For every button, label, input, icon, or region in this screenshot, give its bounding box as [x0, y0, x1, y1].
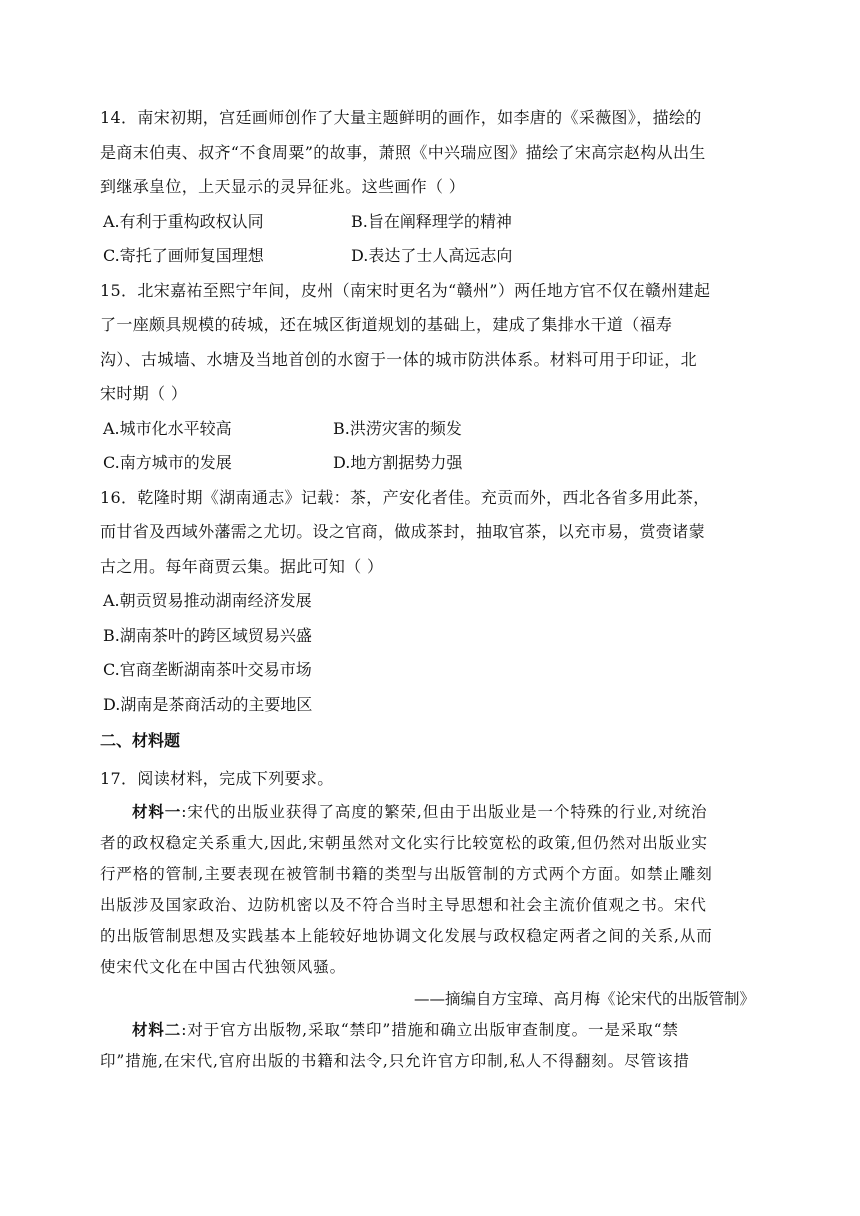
- question-14-option-c[interactable]: C.寄托了画师复国理想: [103, 246, 264, 265]
- question-16-stem-line-2: 而甘省及西域外藩需之尤切。设之官商，做成茶封，抽取官茶，以充市易，赏赍诸蒙: [100, 522, 705, 541]
- question-14-stem-line-3: 到继承皇位，上天显示的灵异征兆。这些画作（ ）: [100, 177, 466, 196]
- document-page: [100, 101, 755, 1077]
- material-2-line-2: 印”措施,在宋代,官府出版的书籍和法令,只允许官方印制,私人不得翻刻。尽管该措: [100, 1052, 690, 1070]
- question-14-option-a[interactable]: A.有利于重构政权认同: [103, 211, 264, 231]
- question-16-option-d[interactable]: D.湖南是茶商活动的主要地区: [103, 694, 313, 714]
- material-2-first-line-text: :对于官方出版物,采取“禁印”措施和确立出版审查制度。一是采取“禁: [181, 1020, 679, 1039]
- material-1-first-line-text: :宋代的出版业获得了高度的繁荣,但由于出版业是一个特殊的行业,对统治: [181, 802, 708, 821]
- question-14-options-row-2: [100, 239, 755, 274]
- question-15-stem-line-3: 沟）、古城墙、水塘及当地首创的水窗于一体的城市防洪体系。材料可用于印证，北: [100, 349, 697, 369]
- question-16-option-a[interactable]: A.朝贡贸易推动湖南经济发展: [103, 591, 312, 610]
- question-15-option-b[interactable]: B.洪涝灾害的频发: [333, 418, 462, 438]
- material-1-first-line: [100, 797, 755, 828]
- question-15-option-d[interactable]: D.地方割据势力强: [333, 453, 463, 472]
- question-16-option-c[interactable]: C.官商垄断湖南茶叶交易市场: [103, 660, 312, 679]
- material-1-line-4: 出版涉及国家政治、边防机密以及不符合当时主导思想和社会主流价值观之书。宋代: [100, 896, 707, 915]
- question-15-options-row-2: [100, 446, 755, 481]
- question-15-option-a[interactable]: A.城市化水平较高: [103, 418, 232, 438]
- material-1-line-3: 行严格的管制,主要表现在被管制书籍的类型与出版管制的方式两个方面。如禁止雕刻: [100, 864, 713, 883]
- question-16-option-d-row: [100, 688, 755, 723]
- material-1-line-6: 使宋代文化在中国古代独领风骚。: [100, 958, 347, 977]
- question-15-stem-line-1: 15．北宋嘉祐至熙宁年间，皮州（南宋时更名为“赣州”）两任地方官不仅在赣州建起: [100, 280, 711, 300]
- material-1-line-5: 的出版管制思想及实践基本上能较好地协调文化发展与政权稳定两者之间的关系,从而: [100, 927, 713, 946]
- question-15-option-c[interactable]: C.南方城市的发展: [103, 453, 232, 472]
- question-14-options-row-1: [100, 205, 755, 240]
- question-14-stem-line-2: 是商末伯夷、叔齐“不食周粟”的故事，萧照《中兴瑞应图》描绘了宋高宗赵构从出生: [100, 142, 706, 162]
- question-16-option-b-row: [100, 619, 755, 654]
- question-16: [100, 481, 755, 723]
- question-16-option-b[interactable]: B.湖南茶叶的跨区域贸易兴盛: [103, 625, 312, 645]
- question-15-stem-line-2: 了一座颇具规模的砖城，还在城区街道规划的基础上，建成了集排水干道（福寿: [100, 315, 673, 334]
- question-16-option-c-row: [100, 653, 755, 688]
- question-14-option-b[interactable]: B.旨在阐释理学的精神: [351, 211, 512, 231]
- material-1-label: 材料一: [132, 802, 182, 821]
- question-15: [100, 274, 755, 481]
- question-14-stem-line-1: 14．南宋初期，宫廷画师创作了大量主题鲜明的画作，如李唐的《采薇图》，描绘的: [100, 108, 702, 127]
- question-16-option-a-row: [100, 584, 755, 619]
- material-1: [100, 797, 755, 1015]
- question-17: [100, 762, 755, 1077]
- material-1-line-2: 者的政权稳定关系重大,因此,宋朝虽然对文化实行比较宽松的政策,但仍然对出版业实: [100, 833, 708, 852]
- question-15-stem-line-4: 宋时期（ ）: [100, 384, 188, 403]
- question-14-option-d[interactable]: D.表达了士人高远志向: [351, 246, 513, 265]
- question-15-options-row-1: [100, 412, 755, 447]
- question-16-stem-line-1: 16．乾隆时期《湖南通志》记载：茶，产安化者佳。充贡而外，西北各省多用此茶，: [100, 487, 710, 507]
- section-heading-material-questions: 二、材料题: [100, 731, 181, 750]
- material-1-source: ——摘编自方宝璋、高月梅《论宋代的出版管制》: [413, 989, 755, 1008]
- material-2-label: 材料二: [132, 1020, 182, 1039]
- material-2-first-line: [100, 1015, 755, 1046]
- material-2: [100, 1015, 755, 1077]
- question-16-stem-line-3: 古之用。每年商贾云集。据此可知（ ）: [100, 556, 384, 576]
- question-14: [100, 101, 755, 274]
- question-17-intro: 17．阅读材料，完成下列要求。: [100, 769, 334, 788]
